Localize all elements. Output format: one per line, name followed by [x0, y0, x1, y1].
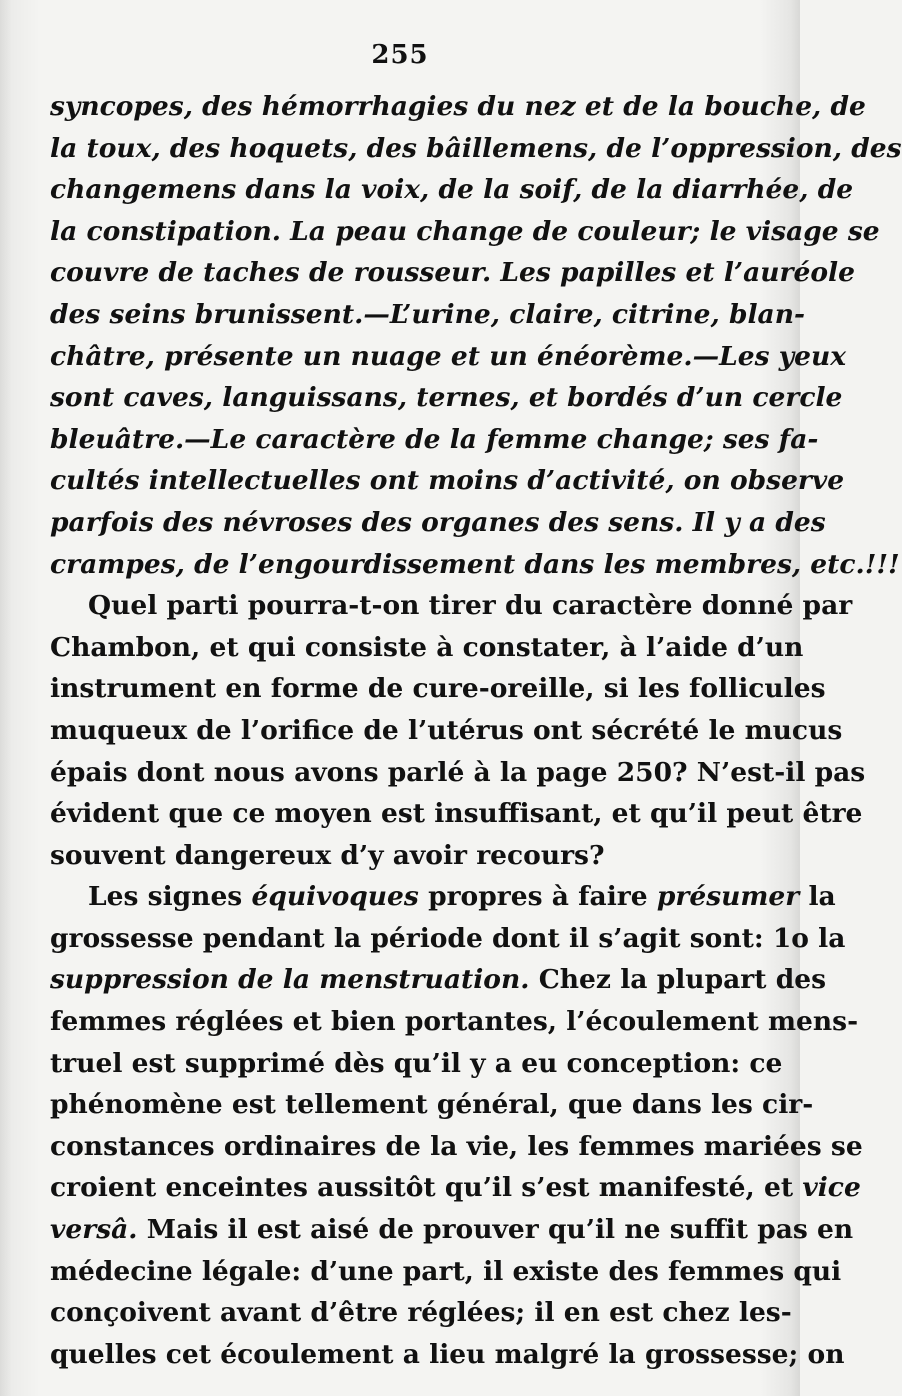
body-text — [50, 86, 902, 1375]
text-line: bleuâtre.—Le caractère de la femme change; ses fa- — [50, 423, 819, 455]
text-line: truel est supprimé dès qu’il y a eu conception: ce — [50, 1047, 783, 1079]
text-line: Quel parti pourra-t-on tirer du caractère donné par — [88, 590, 853, 622]
text-line: cultés intellectuelles ont moins d’activité, on observe — [50, 465, 845, 497]
text-line: croient enceintes aussitôt qu’il s’est manifesté, et vice — [50, 1172, 861, 1204]
text-line: suppression de la menstruation. Chez la plupart des — [50, 964, 827, 996]
text-line: la constipation. La peau change de couleur; le visage se — [50, 215, 880, 247]
text-line: évident que ce moyen est insuffisant, et qu’il peut être — [50, 798, 863, 830]
text-line: crampes, de l’engourdissement dans les membres, etc.!!! — [50, 548, 900, 580]
text-line: grossesse pendant la période dont il s’agit sont: 1o la — [50, 922, 846, 954]
text-line: instrument en forme de cure-oreille, si les follicules — [50, 673, 826, 705]
text-line: femmes réglées et bien portantes, l’écoulement mens- — [50, 1006, 859, 1038]
text-line: conçoivent avant d’être réglées; il en est chez les- — [50, 1297, 792, 1329]
text-line: muqueux de l’orifice de l’utérus ont sécrété le mucus — [50, 714, 843, 746]
text-line: sont caves, languissans, ternes, et bordés d’un cercle — [50, 382, 843, 414]
text-line: syncopes, des hémorrhagies du nez et de la bouche, de — [50, 91, 866, 122]
text-line: Les signes équivoques propres à faire présumer la — [88, 881, 836, 913]
text-line: médecine légale: d’une part, il existe des femmes qui — [50, 1255, 842, 1287]
text-line: souvent dangereux d’y avoir recours? — [50, 839, 605, 871]
text-line: couvre de taches de rousseur. Les papilles et l’auréole — [50, 257, 855, 289]
text-line: parfois des névroses des organes des sens. Il y a des — [50, 506, 826, 538]
text-line: constances ordinaires de la vie, les femmes mariées se — [50, 1130, 863, 1162]
text-line: versâ. Mais il est aisé de prouver qu’il ne suffit pas en — [50, 1214, 854, 1246]
text-line: changemens dans la voix, de la soif, de la diarrhée, de — [50, 174, 854, 206]
text-line: châtre, présente un nuage et un énéorème.—Les yeux — [50, 340, 847, 372]
page-number: 255 — [371, 40, 429, 70]
text-line: quelles cet écoulement a lieu malgré la grossesse; on — [50, 1338, 845, 1370]
text-line: Chambon, et qui consiste à constater, à l’aide d’un — [50, 631, 804, 663]
text-line: la toux, des hoquets, des bâillemens, de l’oppression, des — [50, 132, 902, 164]
text-line: épais dont nous avons parlé à la page 250? N’est-il pas — [50, 756, 866, 788]
text-line: des seins brunissent.—L’urine, claire, citrine, blan- — [50, 298, 805, 330]
text-line: phénomène est tellement général, que dans les cir- — [50, 1089, 814, 1121]
